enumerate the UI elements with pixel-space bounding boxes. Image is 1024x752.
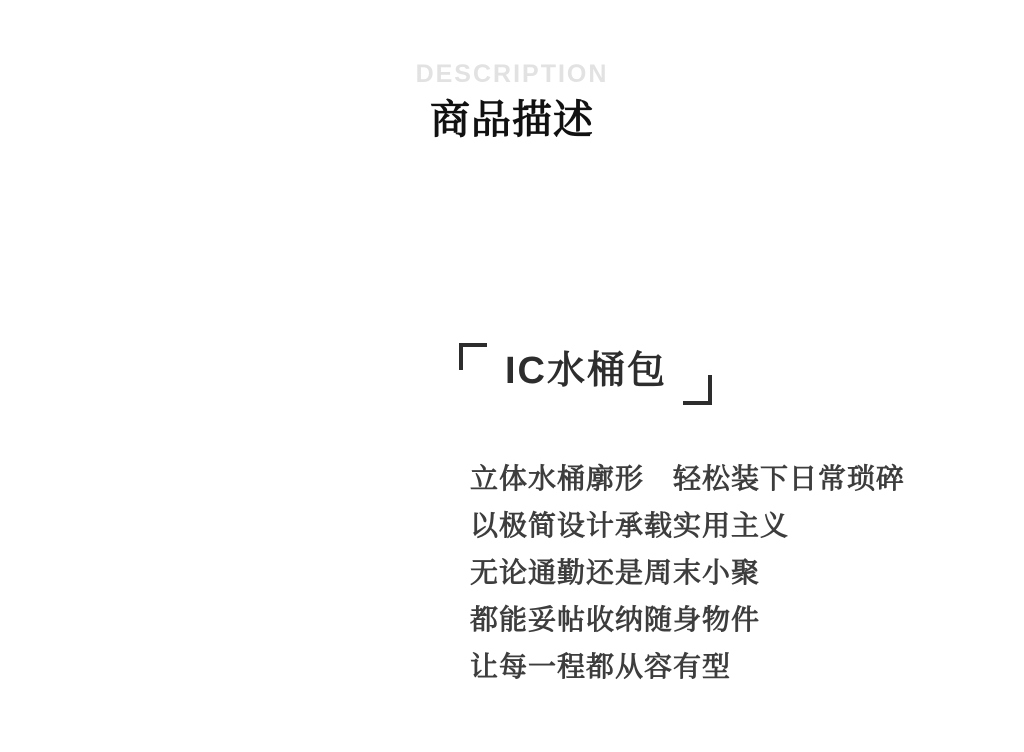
product-name-title: IC水桶包	[505, 350, 668, 392]
product-description-line: 让每一程都从容有型	[470, 651, 732, 682]
closing-corner-bracket-icon	[683, 375, 712, 405]
section-title: 商品描述	[430, 98, 594, 142]
section-eyebrow-label: DESCRIPTION	[415, 60, 609, 88]
opening-corner-bracket-icon	[459, 343, 487, 370]
product-description-line: 立体水桶廓形 轻松装下日常琐碎	[470, 463, 906, 494]
product-description-line: 以极简设计承载实用主义	[470, 510, 790, 541]
product-description-line: 都能妥帖收纳随身物件	[470, 604, 761, 635]
product-description-text	[470, 455, 905, 690]
product-description-line: 无论通勤还是周末小聚	[470, 557, 761, 588]
